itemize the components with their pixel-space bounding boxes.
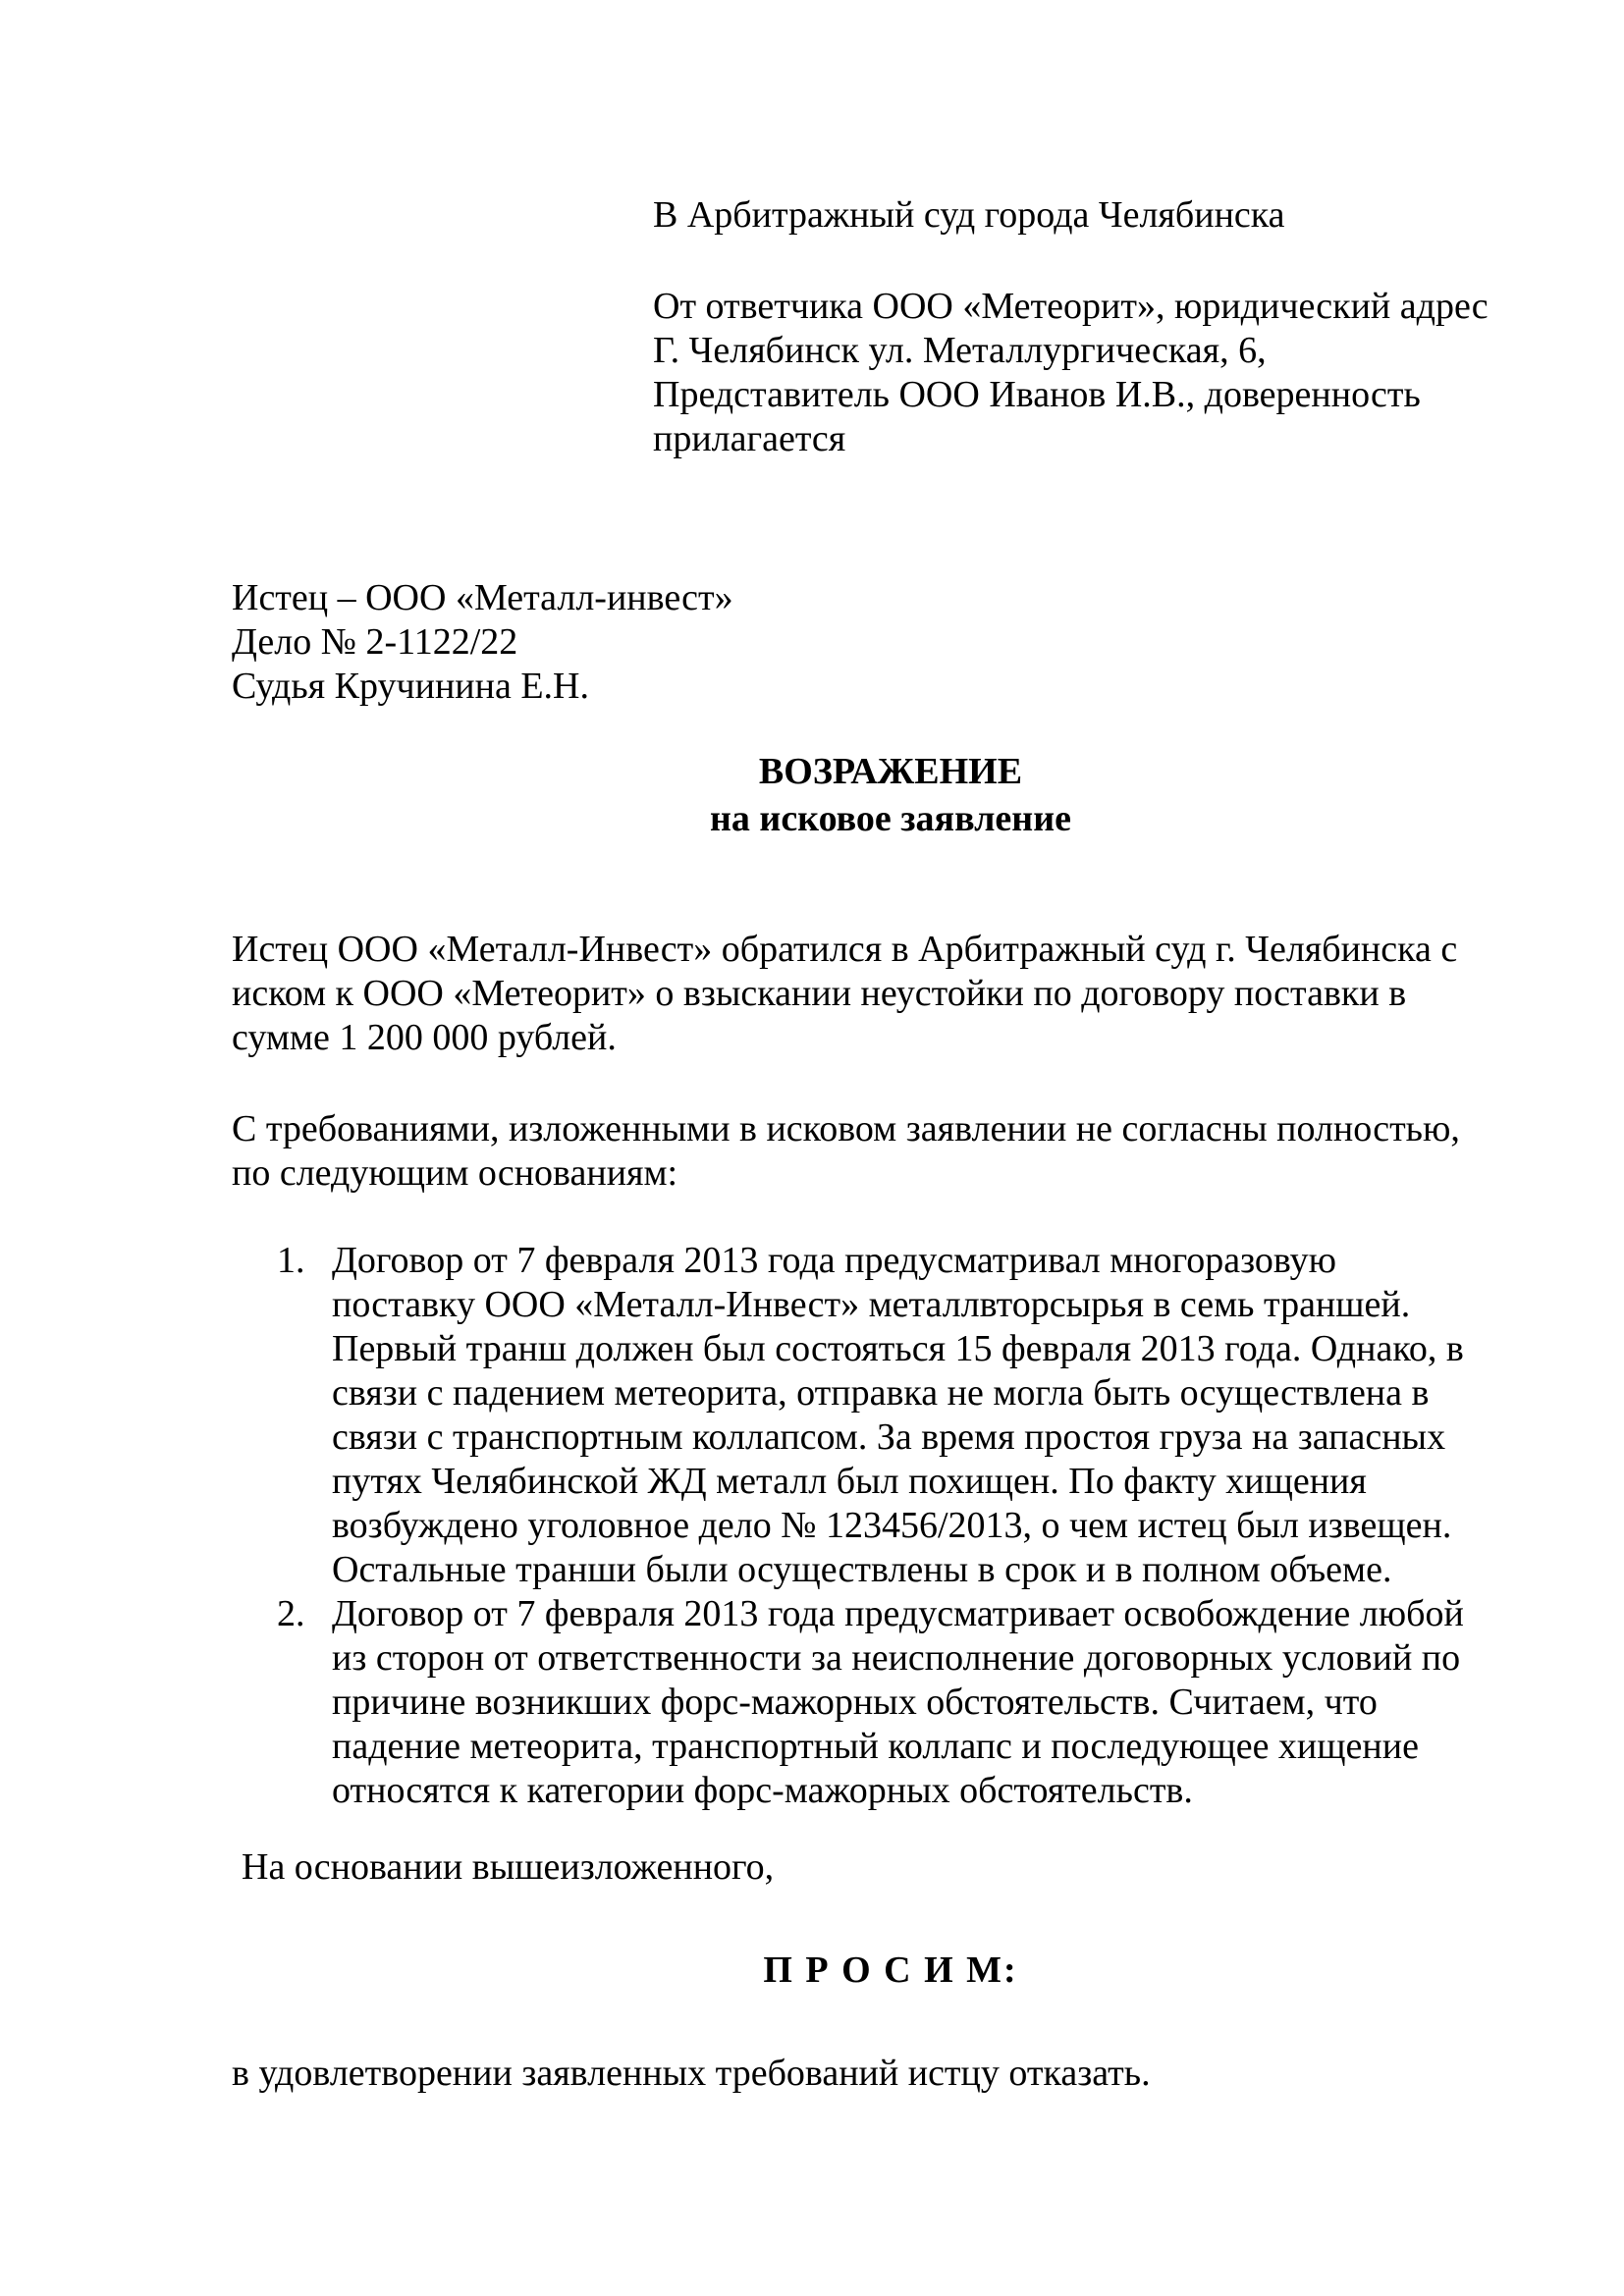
request-heading — [0, 1949, 1624, 1993]
title-sub: на исковое заявление — [710, 798, 1071, 839]
sender-line: прилагается — [653, 418, 846, 459]
reason-line: путях Челябинской ЖД металл был похищен. По факту хищения — [332, 1461, 1367, 1502]
addressee-text: В Арбитражный суд города Челябинска — [653, 194, 1285, 236]
reasons-list — [232, 1239, 1464, 1813]
paragraph-line: по следующим основаниям: — [232, 1152, 678, 1194]
reason-line: связи с транспортным коллапсом. За время простоя груза на запасных — [332, 1416, 1446, 1458]
reason-line: Договор от 7 февраля 2013 года предусматривал многоразовую — [332, 1240, 1336, 1281]
document-title — [0, 748, 1624, 842]
sender-line: Г. Челябинск ул. Металлургическая, 6, — [653, 330, 1267, 371]
disagreement-paragraph — [232, 1107, 1460, 1196]
sender-line: От ответчика ООО «Метеорит», юридический адрес — [653, 286, 1489, 327]
title-main: ВОЗРАЖЕНИЕ — [758, 751, 1023, 792]
case-number-line: Дело № 2-1122/22 — [232, 621, 518, 663]
request-heading-text: П Р О С И М: — [763, 1949, 1018, 1991]
sender-block — [653, 285, 1489, 461]
addressee-line — [653, 193, 1285, 238]
reason-line: связи с падением метеорита, отправка не могла быть осуществлена в — [332, 1372, 1430, 1414]
paragraph-line: С требованиями, изложенными в исковом заявлении не согласны полностью, — [232, 1108, 1460, 1149]
reason-number: 2. — [277, 1593, 305, 1634]
reason-line: Договор от 7 февраля 2013 года предусматривает освобождение любой — [332, 1593, 1464, 1634]
judge-line: Судья Кручинина Е.Н. — [232, 666, 589, 707]
paragraph-line: сумме 1 200 000 рублей. — [232, 1017, 617, 1058]
case-info-block — [232, 576, 733, 709]
basis-text: На основании вышеизложенного, — [242, 1846, 775, 1888]
reason-line: Остальные транши были осуществлены в срок и в полном объеме. — [332, 1549, 1392, 1590]
plaintiff-line: Истец – ООО «Металл-инвест» — [232, 577, 733, 618]
reason-line: относятся к категории форс-мажорных обстоятельств. — [332, 1770, 1193, 1811]
reason-line: возбуждено уголовное дело № 123456/2013, о чем истец был извещен. — [332, 1505, 1452, 1546]
reason-line: из сторон от ответственности за неисполнение договорных условий по — [332, 1637, 1461, 1679]
paragraph-line: иском к ООО «Метеорит» о взыскании неустойки по договору поставки в — [232, 973, 1407, 1014]
paragraph-line: Истец ООО «Металл-Инвест» обратился в Арбитражный суд г. Челябинска с — [232, 929, 1458, 970]
request-text-line: в удовлетворении заявленных требований истцу отказать. — [232, 2053, 1151, 2094]
reason-item — [232, 1239, 1464, 1592]
reason-line: поставку ООО «Металл-Инвест» металлвторсырья в семь траншей. — [332, 1284, 1411, 1325]
sender-line: Представитель ООО Иванов И.В., доверенность — [653, 374, 1421, 415]
intro-paragraph — [232, 928, 1457, 1060]
reason-line: причине возникших форс-мажорных обстоятельств. Считаем, что — [332, 1682, 1378, 1723]
basis-line — [242, 1845, 774, 1890]
request-text — [232, 2052, 1151, 2096]
reason-item — [232, 1592, 1464, 1813]
reason-line: Первый транш должен был состояться 15 февраля 2013 года. Однако, в — [332, 1328, 1464, 1369]
reason-line: падение метеорита, транспортный коллапс и последующее хищение — [332, 1726, 1419, 1767]
reason-number: 1. — [277, 1240, 305, 1281]
